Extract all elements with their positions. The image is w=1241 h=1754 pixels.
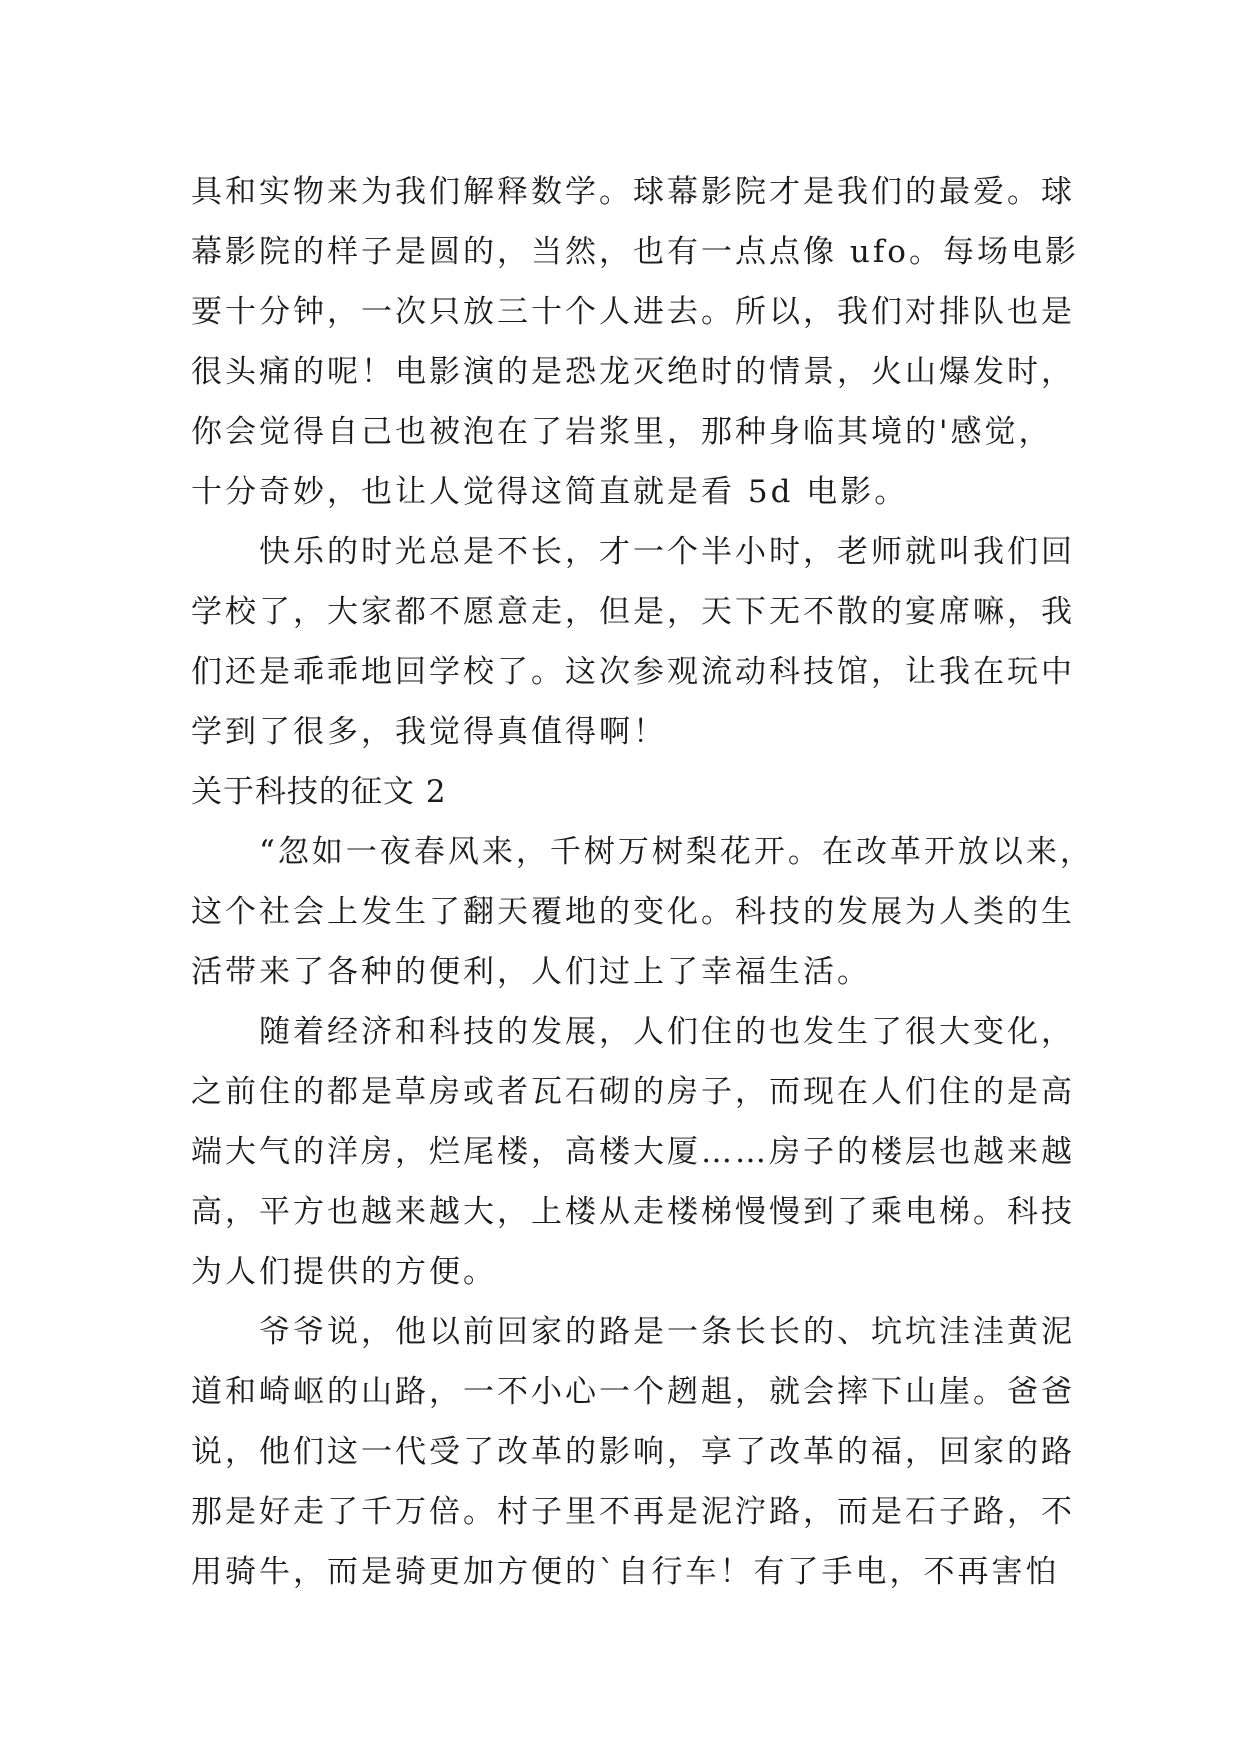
document-body: [191, 162, 1094, 1602]
text-line: 道和崎岖的山路，一不小心一个趔趄，就会摔下山崖。爸爸: [191, 1374, 1075, 1410]
text-line: 具和实物来为我们解释数学。球幕影院才是我们的最爱。球: [191, 174, 1075, 210]
text-line: 你会觉得自己也被泡在了岩浆里，那种身临其境的'感觉，: [191, 414, 1053, 450]
section-heading: 关于科技的征文 2: [191, 774, 447, 810]
text-line: 之前住的都是草房或者瓦石砌的房子，而现在人们住的是高: [191, 1074, 1075, 1110]
text-line: 为人们提供的方便。: [191, 1254, 497, 1290]
text-line: 用骑牛，而是骑更加方便的`自行车！有了手电，不再害怕: [191, 1554, 1060, 1590]
text-line: 十分奇妙，也让人觉得这简直就是看 5d 电影。: [191, 474, 909, 510]
text-line: 活带来了各种的便利，人们过上了幸福生活。: [191, 954, 871, 990]
text-line: 端大气的洋房，烂尾楼，高楼大厦……房子的楼层也越来越: [191, 1134, 1075, 1170]
text-line: 这个社会上发生了翻天覆地的变化。科技的发展为人类的生: [191, 894, 1075, 930]
text-line: 那是好走了千万倍。村子里不再是泥泞路，而是石子路，不: [191, 1494, 1075, 1530]
text-line: 学校了，大家都不愿意走，但是，天下无不散的宴席嘛，我: [191, 594, 1075, 630]
text-line: 们还是乖乖地回学校了。这次参观流动科技馆，让我在玩中: [191, 654, 1075, 690]
text-line: 幕影院的样子是圆的，当然，也有一点点像 ufo。每场电影: [191, 234, 1079, 270]
text-line: “忽如一夜春风来，千树万树梨花开。在改革开放以来，: [191, 834, 1094, 870]
text-line: 很头痛的呢！电影演的是恐龙灭绝时的情景，火山爆发时，: [191, 354, 1075, 390]
text-line: 随着经济和科技的发展，人们住的也发生了很大变化，: [191, 1014, 1075, 1050]
text-line: 高，平方也越来越大，上楼从走楼梯慢慢到了乘电梯。科技: [191, 1194, 1075, 1230]
text-line: 学到了很多，我觉得真值得啊！: [191, 714, 667, 750]
text-line: 爷爷说，他以前回家的路是一条长长的、坑坑洼洼黄泥: [191, 1314, 1075, 1350]
text-line: 要十分钟，一次只放三十个人进去。所以，我们对排队也是: [191, 294, 1075, 330]
text-line: 说，他们这一代受了改革的影响，享了改革的福，回家的路: [191, 1434, 1075, 1470]
text-line: 快乐的时光总是不长，才一个半小时，老师就叫我们回: [191, 534, 1075, 570]
